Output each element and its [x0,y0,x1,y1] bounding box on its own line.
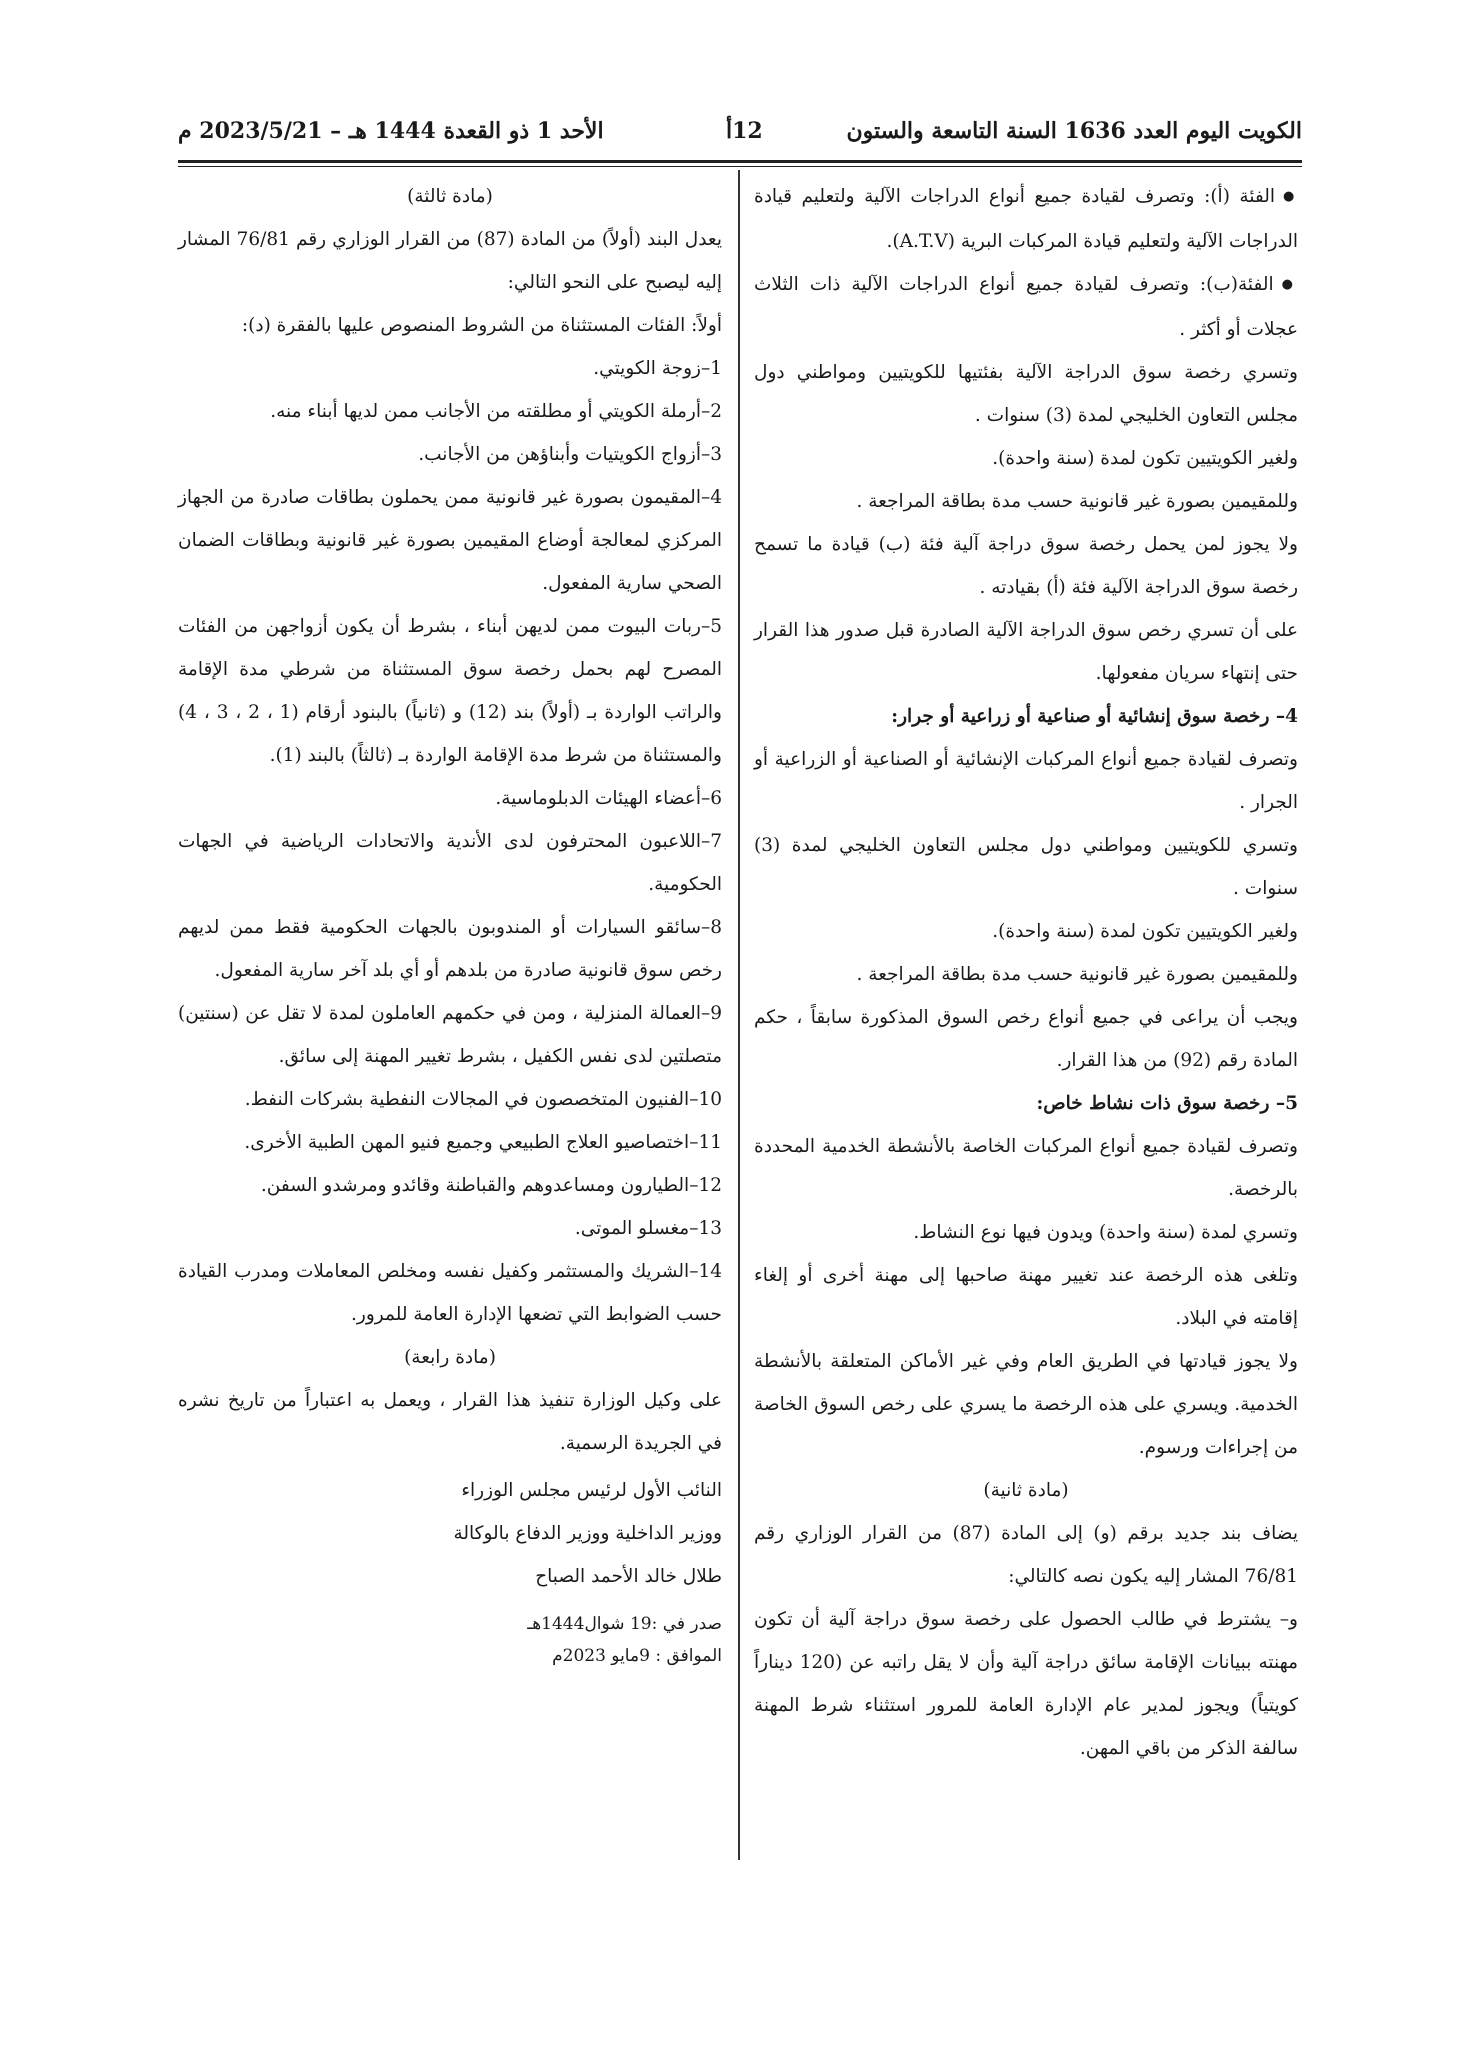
right-paragraph: و– يشترط في طالب الحصول على رخصة سوق دراجة آلية أن تكون مهنته ببيانات الإقامة سائق دراجة آلية وأن لا يقل راتبه عن (120 ديناراً كويتياً) ويجوز لمدير عام الإدارة العامة للمرور استثناء شرط المهنة سالفة الذكر من باقي المهن. [754,1609,1299,1759]
right-paragraph: وللمقيمين بصورة غير قانونية حسب مدة بطاقة المراجعة . [856,964,1298,985]
right-paragraph: ويجب أن يراعى في جميع أنواع رخص السوق المذكورة سابقاً ، حكم المادة رقم (92) من هذا القرار. [754,1007,1298,1071]
left-paragraph: 3–أزواج الكويتيات وأبناؤهن من الأجانب. [418,444,722,465]
left-paragraph: 13–مغسلو الموتى. [574,1218,722,1239]
column-divider [738,170,740,1860]
left-paragraph: 1–زوجة الكويتي. [593,358,722,379]
left-article-heading: (مادة رابعة) [404,1347,496,1368]
left-paragraph: 5–ربات البيوت ممن لديهن أبناء ، بشرط أن يكون أزواجهن من الفئات المصرح لهم بحمل رخصة سوق المستثناة من شرطي مدة الإقامة والراتب الواردة بـ (أولاً) بند (12) و (ثانياً) بالبنود أرقام (1 ، 2 ، 3 ، 4) والمستثناة من شرط مدة الإقامة الواردة بـ (ثالثاً) بالبند (1). [178,616,722,766]
issued-block [178,1608,722,1672]
signatory-name: طلال خالد الأحمد الصباح [535,1566,722,1587]
signature-block [178,1469,722,1598]
right-paragraph: ولغير الكويتيين تكون لمدة (سنة واحدة). [992,921,1298,942]
right-paragraph: وتلغى هذه الرخصة عند تغيير مهنة صاحبها إلى مهنة أخرى أو إلغاء إقامته في البلاد. [754,1265,1298,1329]
right-section-heading: 5– رخصة سوق ذات نشاط خاص: [1036,1093,1298,1114]
left-paragraph: 8–سائقو السيارات أو المندوبون بالجهات الحكومية فقط ممن لديهم رخص سوق قانونية صادرة من بلدهم أو أي بلد آخر سارية المفعول. [178,917,722,981]
gazette-issue: الكويت اليوم العدد 1636 السنة التاسعة والستون [846,118,1302,144]
left-paragraph: 11–اختصاصيو العلاج الطبيعي وجميع فنيو المهن الطبية الأخرى. [244,1132,722,1153]
left-paragraph: يعدل البند (أولاً) من المادة (87) من القرار الوزاري رقم 76/81 المشار إليه ليصبح على النحو التالي: [178,229,722,293]
right-paragraph: وللمقيمين بصورة غير قانونية حسب مدة بطاقة المراجعة . [856,491,1298,512]
right-section-heading: 4– رخصة سوق إنشائية أو صناعية أو زراعية أو جرار: [891,706,1298,727]
left-paragraph: على وكيل الوزارة تنفيذ هذا القرار ، ويعمل به اعتباراً من تاريخ نشره في الجريدة الرسمية. [178,1390,722,1454]
signatory-title-2: ووزير الداخلية ووزير الدفاع بالوكالة [453,1523,722,1544]
left-column-body [178,175,722,1465]
right-paragraph: ● الفئة (أ): وتصرف لقيادة جميع أنواع الدراجات الآلية ولتعليم قيادة الدراجات الآلية ولتعليم قيادة المركبات البرية (A.T.V). [754,175,1298,263]
header-rule [178,160,1302,167]
right-paragraph: وتصرف لقيادة جميع أنواع المركبات الخاصة بالأنشطة الخدمية المحددة بالرخصة. [754,1136,1298,1200]
right-paragraph: ● الفئة(ب): وتصرف لقيادة جميع أنواع الدراجات الآلية ذات الثلاث عجلات أو أكثر . [754,263,1298,351]
right-paragraph: ولغير الكويتيين تكون لمدة (سنة واحدة). [992,448,1298,469]
issued-hijri-date: صدر في :19 شوال1444هـ [527,1614,722,1634]
left-paragraph: 12–الطيارون ومساعدوهم والقباطنة وقائدو ومرشدو السفن. [260,1175,722,1196]
page-header [178,118,1302,160]
left-paragraph: 14–الشريك والمستثمر وكفيل نفسه ومخلص المعاملات ومدرب القيادة حسب الضوابط التي تضعها الإدارة العامة للمرور. [178,1261,722,1325]
left-paragraph: 4–المقيمون بصورة غير قانونية ممن يحملون بطاقات صادرة من الجهاز المركزي لمعالجة أوضاع المقيمين بصورة غير قانونية وبطاقات الضمان الصحي سارية المفعول. [178,487,722,594]
page-number: 12أ [726,118,763,144]
right-paragraph: ولا يجوز لمن يحمل رخصة سوق دراجة آلية فئة (ب) قيادة ما تسمح رخصة سوق الدراجة الآلية فئة (أ) بقيادته . [754,534,1298,598]
right-paragraph: وتسري للكويتيين ومواطني دول مجلس التعاون الخليجي لمدة (3) سنوات . [754,835,1298,899]
left-paragraph: 7–اللاعبون المحترفون لدى الأندية والاتحادات الرياضية في الجهات الحكومية. [178,831,722,895]
right-paragraph: يضاف بند جديد برقم (و) إلى المادة (87) من القرار الوزاري رقم 76/81 المشار إليه يكون نصه كالتالي: [754,1523,1298,1587]
right-paragraph: ولا يجوز قيادتها في الطريق العام وفي غير الأماكن المتعلقة بالأنشطة الخدمية. ويسري على هذه الرخصة ما يسري على رخص السوق الخاصة من إجراءات ورسوم. [754,1351,1298,1458]
left-paragraph: 2–أرملة الكويتي أو مطلقته من الأجانب ممن لديها أبناء منه. [270,401,722,422]
issue-date: الأحد 1 ذو القعدة 1444 هـ – 2023/5/21 م [178,118,604,144]
right-paragraph: وتسري رخصة سوق الدراجة الآلية بفئتيها للكويتيين ومواطني دول مجلس التعاون الخليجي لمدة (3) سنوات . [754,362,1298,426]
right-column [754,175,1298,1770]
signatory-title-1: النائب الأول لرئيس مجلس الوزراء [461,1480,722,1501]
right-article-heading: (مادة ثانية) [983,1480,1069,1501]
left-paragraph: 10–الفنيون المتخصصون في المجالات النفطية بشركات النفط. [244,1089,722,1110]
right-paragraph: وتصرف لقيادة جميع أنواع المركبات الإنشائية أو الصناعية أو الزراعية أو الجرار . [754,749,1298,813]
right-paragraph: وتسري لمدة (سنة واحدة) ويدون فيها نوع النشاط. [913,1222,1298,1243]
left-paragraph: 9–العمالة المنزلية ، ومن في حكمهم العاملون لمدة لا تقل عن (سنتين) متصلتين لدى نفس الكفيل ، بشرط تغيير المهنة إلى سائق. [178,1003,722,1067]
right-paragraph: على أن تسري رخص سوق الدراجة الآلية الصادرة قبل صدور هذا القرار حتى إنتهاء سريان مفعولها. [754,620,1298,684]
left-article-heading: (مادة ثالثة) [407,186,493,207]
left-column [178,175,722,1672]
left-paragraph: 6–أعضاء الهيئات الدبلوماسية. [495,788,722,809]
issued-gregorian-date: الموافق : 9مايو 2023م [552,1646,722,1666]
left-paragraph: أولاً: الفئات المستثناة من الشروط المنصوص عليها بالفقرة (د): [241,315,722,336]
